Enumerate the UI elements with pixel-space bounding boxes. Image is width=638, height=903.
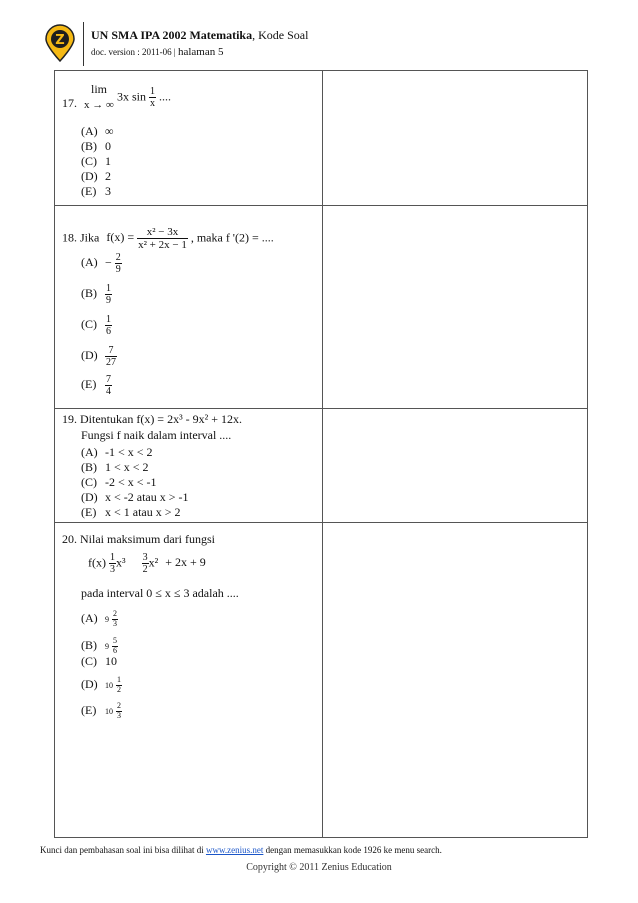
question-subtext: pada interval 0 ≤ x ≤ 3 adalah ....	[81, 586, 239, 600]
option-b: (B) $\frac{1}{9}$	[81, 283, 111, 306]
zenius-link[interactable]: www.zenius.net	[205, 845, 264, 855]
header-divider	[83, 22, 84, 66]
question-text: 19. Ditentukan f(x) = 2x³ - 9x² + 12x.	[62, 412, 243, 426]
question-expression: 3x sin $\frac{1}{x}$ ....	[117, 86, 172, 109]
option-a: (A) 9 $\frac{2}{3}$	[81, 609, 117, 628]
option-b: (B) 1 < x < 2	[81, 460, 149, 474]
option-c: (C) $\frac{1}{6}$	[81, 314, 111, 337]
page-label: halaman 5	[177, 46, 224, 58]
question-number: 17.	[62, 96, 77, 110]
row-divider	[54, 205, 587, 206]
option-c: (C) -2 < x < -1	[81, 475, 157, 489]
row-divider	[54, 408, 587, 409]
row-divider	[54, 522, 587, 523]
option-a: (A) − $\frac{2}{9}$	[81, 252, 121, 275]
lim-label: lim	[91, 82, 108, 96]
option-e: (E) 10 $\frac{2}{3}$	[81, 701, 121, 720]
option-a: (A) ∞	[81, 124, 114, 138]
option-c: (C) 10	[81, 654, 117, 668]
option-b: (B) 9 $\frac{5}{6}$	[81, 636, 117, 655]
question-text: 20. Nilai maksimum dari fungsi	[62, 532, 215, 546]
column-divider	[322, 70, 323, 837]
option-a: (A) -1 < x < 2	[81, 445, 153, 459]
doc-title: UN SMA IPA 2002 Matematika, Kode Soal	[91, 28, 309, 42]
option-d: (D) $\frac{7}{27}$	[81, 345, 116, 368]
logo-letter: Z	[55, 33, 65, 48]
function-expression: f(x) $\frac{1}{3}$ x³ $\frac{3}{2}$ x² + 2x + 9	[88, 552, 206, 575]
option-d: (D) x < -2 atau x > -1	[81, 490, 189, 504]
option-d: (D) 10 $\frac{1}{2}$	[81, 675, 121, 694]
question-text: 18. Jika f(x) = $\frac{\text{x² − 3x}}{\text{x² + 2x − 1}}$ , maka f '(2) = ....	[62, 226, 274, 252]
lim-subscript: x → ∞	[84, 99, 114, 111]
zenius-logo-icon	[44, 24, 76, 62]
option-e: (E) $\frac{7}{4}$	[81, 374, 111, 397]
option-e: (E) 3	[81, 184, 111, 198]
option-c: (C) 1	[81, 154, 111, 168]
option-e: (E) x < 1 atau x > 2	[81, 505, 181, 519]
option-b: (B) 0	[81, 139, 111, 153]
question-subtext: Fungsi f naik dalam interval ....	[81, 428, 232, 442]
doc-version: doc. version : 2011-06 | halaman 5	[91, 46, 224, 58]
footer-note: Kunci dan pembahasan soal ini bisa dilihat di www.zenius.net dengan memasukkan kode 1926 ke menu search.	[40, 845, 442, 855]
option-d: (D) 2	[81, 169, 111, 183]
copyright: Copyright © 2011 Zenius Education	[246, 862, 392, 873]
